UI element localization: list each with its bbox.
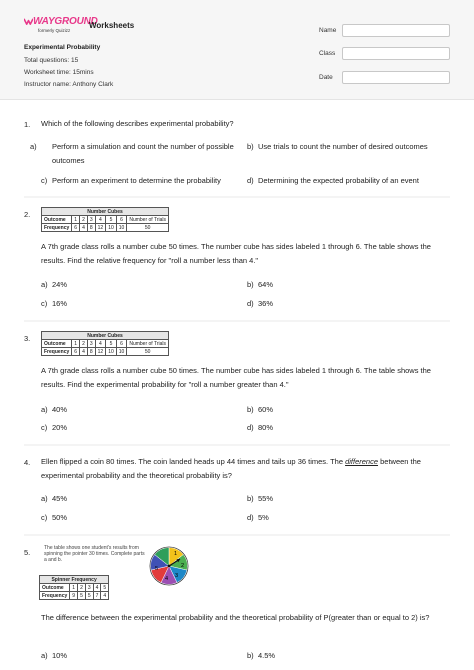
frequency-label: Frequency	[40, 592, 70, 600]
outcome-label: Outcome	[42, 340, 72, 348]
option-key: b)	[247, 405, 254, 414]
trials-label: Number of Trials	[127, 340, 169, 348]
option-key: d)	[247, 513, 254, 522]
outcome-cell: 4	[95, 340, 106, 348]
frequency-cell: 8	[87, 224, 95, 232]
worksheet-header	[0, 0, 474, 100]
frequency-cell: 6	[72, 348, 80, 356]
instructor-name: Instructor name: Anthony Clark	[24, 81, 114, 88]
option-text: 36%	[258, 299, 274, 308]
option-text: 4.5%	[258, 651, 276, 660]
outcome-cell: 6	[116, 340, 127, 348]
frequency-cell: 5	[85, 592, 93, 600]
frequency-cell: 10	[106, 224, 117, 232]
outcome-cell: 3	[87, 340, 95, 348]
spinner-image	[149, 546, 189, 586]
class-field[interactable]	[342, 47, 450, 60]
wayground-logo	[24, 16, 98, 42]
question-1-option-a[interactable]	[30, 140, 241, 168]
option-key: b)	[247, 494, 254, 503]
option-text: 50%	[52, 513, 68, 522]
table-caption: Number Cubes	[42, 332, 169, 340]
number-cubes-table	[41, 331, 169, 356]
question-2-text: A 7th grade class rolls a number cube 50 times. The number cube has sides labeled 1 through 6. The table shows the results. Find the relative frequency for "roll a number less than 4."	[41, 242, 431, 265]
frequency-cell: 5	[78, 592, 86, 600]
question-4-number: 4.	[24, 458, 31, 467]
option-text: 10%	[52, 651, 68, 660]
outcome-cell: 6	[116, 216, 127, 224]
frequency-cell: 8	[87, 348, 95, 356]
option-text: 16%	[52, 299, 68, 308]
question-3-option-c[interactable]	[41, 421, 241, 435]
option-text: 24%	[52, 280, 68, 289]
option-key: a)	[41, 405, 48, 414]
question-1-text: Which of the following describes experimental probability?	[41, 119, 234, 128]
question-4-text-start: Ellen flipped a coin 80 times. The coin landed heads up 44 times and tails up 36 times. The	[41, 457, 346, 466]
question-3-option-b[interactable]	[247, 403, 457, 417]
outcome-cell: 2	[80, 340, 88, 348]
frequency-cell: 7	[93, 592, 101, 600]
option-key: a)	[41, 651, 48, 660]
option-text: 80%	[258, 423, 274, 432]
question-1-number: 1.	[24, 120, 31, 129]
option-text: 60%	[258, 405, 274, 414]
option-text: 5%	[258, 513, 269, 522]
name-label: Name	[319, 27, 337, 34]
question-1-option-b[interactable]	[247, 140, 457, 154]
spinner-label: 3	[175, 573, 179, 579]
option-text: 45%	[52, 494, 68, 503]
question-4-emphasis: difference	[345, 457, 379, 466]
outcome-cell: 1	[70, 584, 78, 592]
option-key: b)	[247, 280, 254, 289]
option-key: a)	[41, 494, 48, 503]
question-4-text-end: between the experimental probability and the theoretical probability is?	[41, 457, 421, 480]
frequency-cell: 12	[95, 224, 106, 232]
question-5-option-a[interactable]	[41, 649, 241, 663]
option-text: 55%	[258, 494, 274, 503]
worksheet-time: Worksheet time: 15mins	[24, 69, 94, 76]
question-3-option-a[interactable]	[41, 403, 241, 417]
spinner-hub	[168, 565, 171, 568]
question-5-text: The difference between the experimental probability and the theoretical probability of P(greater than or equal to 2) is?	[41, 613, 430, 622]
question-3-text: A 7th grade class rolls a number cube 50 times. The number cube has sides labeled 1 through 6. The table shows the results. Find the experimental probability for "roll a number greater than 4."	[41, 366, 431, 389]
option-text: 40%	[52, 405, 68, 414]
option-key: b)	[247, 651, 254, 660]
logo-wordmark: WAYGROUND	[33, 16, 98, 27]
frequency-label: Frequency	[42, 224, 72, 232]
question-2-option-a[interactable]	[41, 278, 241, 292]
outcome-cell: 1	[72, 216, 80, 224]
worksheets-label: Worksheets	[89, 21, 135, 30]
question-5-image-text: The table shows one student's results from spinning the pointer 30 times. Complete parts a and b.	[44, 545, 145, 563]
outcome-label: Outcome	[42, 216, 72, 224]
option-key: c)	[41, 513, 48, 522]
option-text: Perform an experiment to determine the probability	[52, 176, 221, 185]
spinner-label: 5	[155, 566, 159, 572]
frequency-cell: 6	[72, 224, 80, 232]
spinner-label: 4	[165, 576, 169, 582]
frequency-cell: 10	[116, 224, 127, 232]
question-2-option-c[interactable]	[41, 297, 241, 311]
question-2-number: 2.	[24, 210, 31, 219]
question-2-option-b[interactable]	[247, 278, 457, 292]
option-key: c)	[41, 423, 48, 432]
outcome-cell: 4	[93, 584, 101, 592]
spinner-label: 2	[181, 563, 185, 569]
question-1-option-d[interactable]	[247, 174, 457, 188]
question-4-option-c[interactable]	[41, 511, 241, 525]
question-4-option-b[interactable]	[247, 492, 457, 506]
table-caption: Spinner Frequency	[40, 576, 109, 584]
frequency-cell: 4	[101, 592, 109, 600]
outcome-label: Outcome	[40, 584, 70, 592]
question-3-option-d[interactable]	[247, 421, 457, 435]
outcome-cell: 5	[106, 340, 117, 348]
outcome-cell: 5	[106, 216, 117, 224]
spinner-label: 1	[174, 551, 178, 557]
option-key: d)	[247, 423, 254, 432]
trials-label: Number of Trials	[127, 216, 169, 224]
question-4-text	[41, 455, 457, 483]
option-key: d)	[247, 299, 254, 308]
question-1-option-c[interactable]	[41, 174, 241, 188]
frequency-cell: 9	[70, 592, 78, 600]
frequency-cell: 12	[95, 348, 106, 356]
outcome-cell: 2	[80, 216, 88, 224]
option-text: Perform a simulation and count the number of possible outcomes	[52, 142, 234, 165]
option-text: Use trials to count the number of desired outcomes	[258, 142, 428, 151]
option-key: c)	[41, 299, 48, 308]
frequency-cell: 4	[80, 224, 88, 232]
question-5-option-b[interactable]	[247, 649, 457, 663]
option-key: a)	[41, 280, 48, 289]
question-4-option-d[interactable]	[247, 511, 457, 525]
worksheet-title: Experimental Probability	[24, 44, 101, 51]
class-label: Class	[319, 50, 336, 57]
frequency-label: Frequency	[42, 348, 72, 356]
frequency-cell: 4	[80, 348, 88, 356]
question-3-number: 3.	[24, 334, 31, 343]
trials-value: 50	[127, 224, 169, 232]
logo-subtitle: formerly Quizizz	[38, 28, 71, 33]
table-caption: Number Cubes	[42, 208, 169, 216]
option-key: c)	[41, 176, 48, 185]
outcome-cell: 2	[78, 584, 86, 592]
outcome-cell: 4	[95, 216, 106, 224]
frequency-cell: 10	[106, 348, 117, 356]
option-key: d)	[247, 176, 254, 185]
outcome-cell: 1	[72, 340, 80, 348]
spinner-frequency-table	[39, 575, 109, 600]
question-4-option-a[interactable]	[41, 492, 241, 506]
total-questions: Total questions: 15	[24, 57, 79, 64]
option-text: 64%	[258, 280, 274, 289]
option-key: a)	[30, 142, 37, 151]
option-text: 20%	[52, 423, 68, 432]
question-2-option-d[interactable]	[247, 297, 457, 311]
option-key: b)	[247, 142, 254, 151]
outcome-cell: 5	[101, 584, 109, 592]
question-5-number: 5.	[24, 548, 31, 557]
outcome-cell: 3	[87, 216, 95, 224]
date-field[interactable]	[342, 71, 450, 84]
option-text: Determining the expected probability of an event	[258, 176, 419, 185]
outcome-cell: 3	[85, 584, 93, 592]
frequency-cell: 10	[116, 348, 127, 356]
date-label: Date	[319, 74, 333, 81]
number-cubes-table	[41, 207, 169, 232]
trials-value: 50	[127, 348, 169, 356]
name-field[interactable]	[342, 24, 450, 37]
logo-mark-icon	[24, 17, 33, 26]
